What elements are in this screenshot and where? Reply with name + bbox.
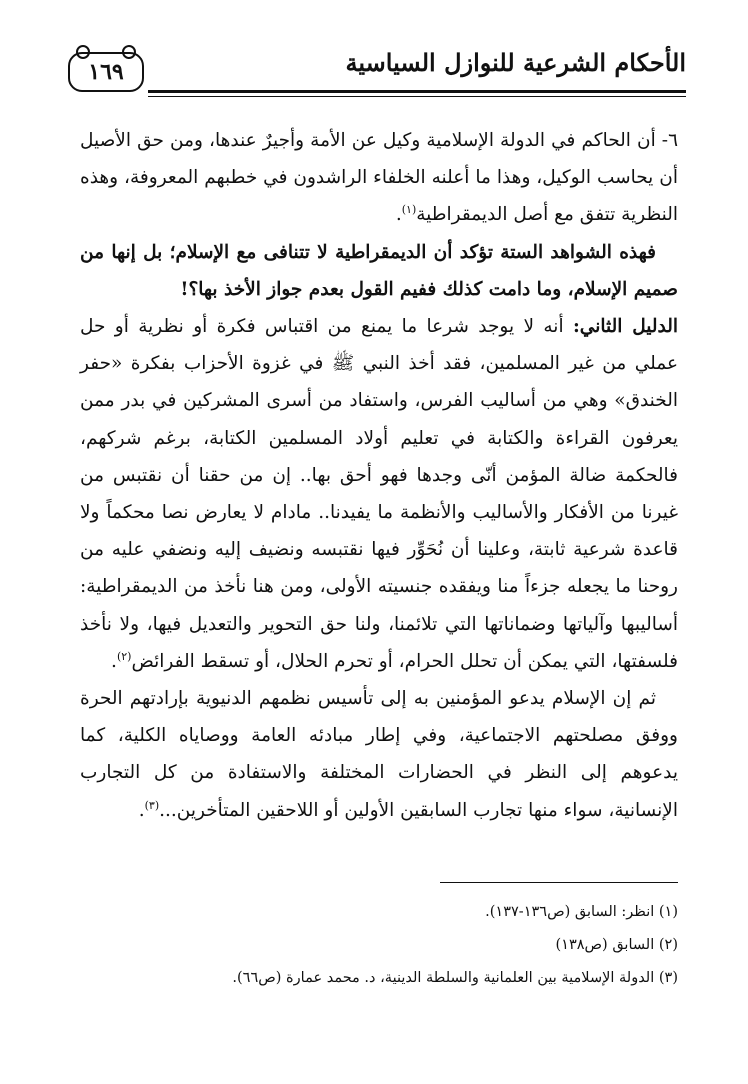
page-number: ١٦٩ [68,52,144,92]
header-rule [148,90,686,93]
footnote-1: (١) انظر: السابق (ص١٣٦-١٣٧). [485,904,678,920]
footnote-ref-1[interactable]: (١) [401,203,417,217]
footnote-separator [440,882,678,883]
footnote-3: (٣) الدولة الإسلامية بين العلمانية والسلطة الدينية، د. محمد عمارة (ص٦٦). [232,970,678,986]
paragraph-3: الدليل الثاني: أنه لا يوجد شرعا ما يمنع من اقتباس فكرة أو نظرية أو حل عملي من غير المسلمين، فقد أخذ النبي ﷺ في غزوة الأحزاب بفكرة «حفر الخندق» وهي من أساليب الفرس، واستفاد من أسرى المشركين في بدر ممن يعرفون القراءة والكتابة في تعليم أولاد المسلمين الكتابة، برغم شركهم، فالحكمة ضالة المؤمن أنّى وجدها فهو أحق بها.. إن من حقنا أن نقتبس من غيرنا من الأفكار والأساليب والأنظمة ما يفيدنا.. مادام لا يعارض نصا محكماً ولا قاعدة شرعية ثابتة، وعلينا أن نُحَوِّر فيها نقتبسه ونضيف إليه ونضفي عليه من روحنا ما يجعله جزءاً منا ويفقده جنسيته الأولى، ومن هنا نأخذ من الديمقراطية: أساليبها وآلياتها وضماناتها التي تلائمنا، ولنا حق التحوير والتعديل فيها، ولا نأخذ فلسفتها، التي يمكن أن تحلل الحرام، أو تحرم الحلال، أو تسقط الفرائض$^{(٢)}$. [80,316,678,672]
footnote-2: (٢) السابق (ص١٣٨) [555,937,678,953]
page-header [68,46,686,96]
paragraph-4: ثم إن الإسلام يدعو المؤمنين به إلى تأسيس نظمهم الدنيوية بإرادتهم الحرة ووفق مصلحتهم الاجتماعية، وفي إطار مبادئه العامة ووصاياه الكلية، كما يدعوهم إلى النظر في الحضارات المختلفة والاستفادة من كل التجارب الإنسانية، سواء منها تجارب السابقين الأولين أو اللاحقين المتأخرين...$^{(٣)}$. [80,688,678,821]
footnotes [80,896,678,995]
body-text [80,122,678,829]
evidence-label: الدليل الثاني: [572,316,678,338]
paragraph-1: ٦- أن الحاكم في الدولة الإسلامية وكيل عن الأمة وأجيرٌ عندها، ومن حق الأصيل أن يحاسب الوكيل، وهذا ما أعلنه الخلفاء الراشدون في خطبهم المعروفة، وهذه النظرية تتفق مع أصل الديمقراطية$^{(١)}$. [80,130,678,226]
running-title: الأحكام الشرعية للنوازل السياسية [345,48,686,77]
footnote-ref-3[interactable]: (٣) [144,798,160,812]
paragraph-2: فهذه الشواهد الستة تؤكد أن الديمقراطية لا تتنافى مع الإسلام؛ بل إنها من صميم الإسلام، وما دامت كذلك ففيم القول بعدم جواز الأخذ بها؟! [80,241,678,300]
footnote-ref-2[interactable]: (٢) [116,649,132,663]
header-rule-thin [148,96,686,97]
